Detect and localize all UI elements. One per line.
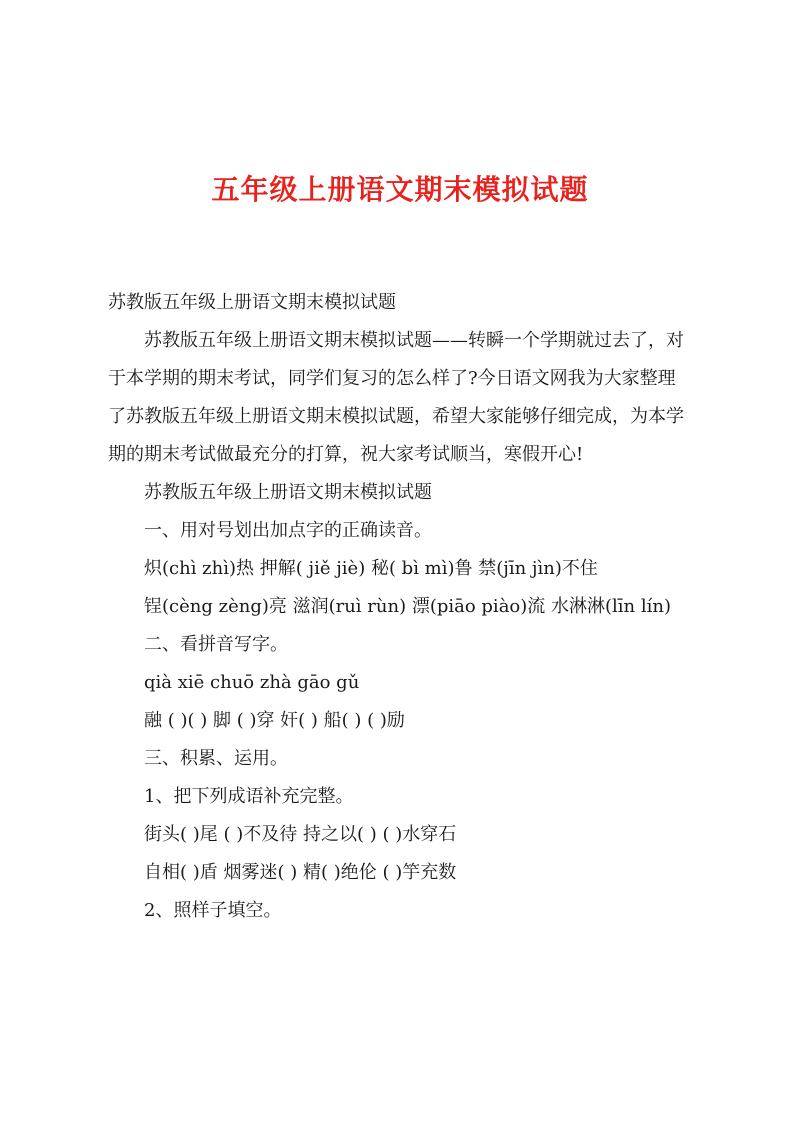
section3-item1-line-2: 自相( )盾 烟雾迷( ) 精( )绝伦 ( )竽充数 <box>144 862 457 883</box>
subtitle: 苏教版五年级上册语文期末模拟试题 <box>108 292 396 313</box>
section3-item1-line-1: 街头( )尾 ( )不及待 持之以( ) ( )水穿石 <box>144 824 457 845</box>
section2-blanks: 融 ( )( ) 脚 ( )穿 奸( ) 船( ) ( )励 <box>144 710 405 731</box>
document-body <box>108 284 708 930</box>
intro-line-4: 期的期末考试做最充分的打算，祝大家考试顺当，寒假开心! <box>108 444 584 465</box>
section1-line-2: 锃(cèng zèng)亮 滋润(ruì rùn) 漂(piāo piào)流 水淋淋(līn lín) <box>144 596 671 617</box>
document-title: 五年级上册语文期末模拟试题 <box>211 173 589 206</box>
section1-line-1: 炽(chì zhì)热 押解( jiě jiè) 秘( bì mì)鲁 禁(jīn jìn)不住 <box>144 558 598 579</box>
section3-item1-heading: 1、把下列成语补充完整。 <box>144 786 354 807</box>
section2-pinyin: qià xiē chuō zhà gāo gǔ <box>144 672 360 693</box>
section3-heading: 三、积累、运用。 <box>144 748 288 769</box>
section2-heading: 二、看拼音写字。 <box>144 634 288 655</box>
repeat-title: 苏教版五年级上册语文期末模拟试题 <box>144 482 432 503</box>
section3-item2-heading: 2、照样子填空。 <box>144 900 282 921</box>
intro-line-1: 苏教版五年级上册语文期末模拟试题——转瞬一个学期就过去了，对 <box>144 330 684 351</box>
intro-line-3: 了苏教版五年级上册语文期末模拟试题，希望大家能够仔细完成，为本学 <box>108 406 684 427</box>
section1-heading: 一、用对号划出加点字的正确读音。 <box>144 520 432 541</box>
intro-line-2: 于本学期的期末考试，同学们复习的怎么样了?今日语文网我为大家整理 <box>108 368 676 389</box>
